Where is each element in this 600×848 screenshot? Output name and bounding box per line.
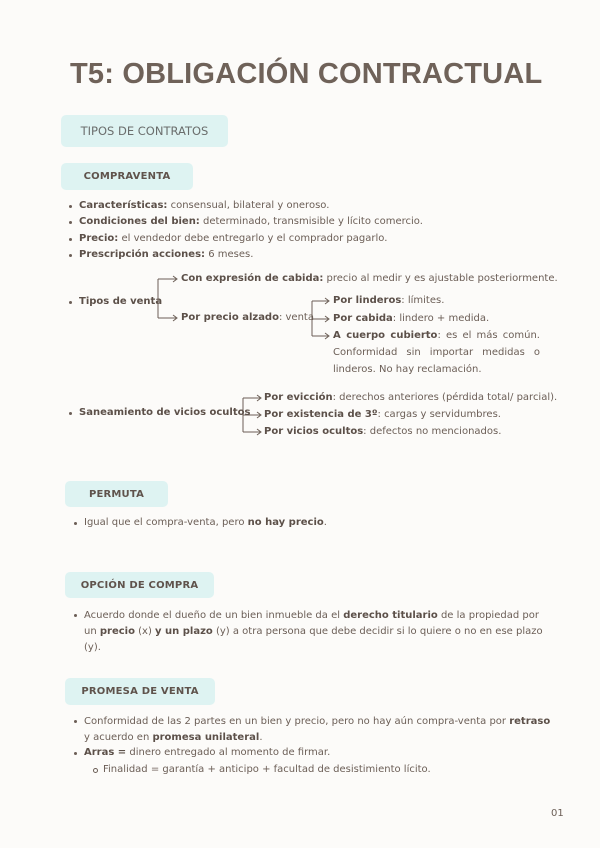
tipo-precio-alzado: Por precio alzado: venta	[181, 312, 314, 323]
bullet-prescripcion: Prescripción acciones: 6 meses.	[79, 249, 254, 260]
subsection-opcion-compra: OPCIÓN DE COMPRA	[65, 572, 214, 598]
promesa-conformidad: Conformidad de las 2 partes en un bien y precio, pero no hay aún compra-venta por retraso y acuerdo en promesa unilateral.	[84, 714, 554, 746]
subtipo-cuerpo-cubierto: A cuerpo cubierto: es el más común. Conformidad sin importar medidas o linderos. No hay reclamación.	[333, 330, 540, 375]
bullet-condiciones: Condiciones del bien: determinado, transmisible y lícito comercio.	[79, 216, 423, 227]
promesa-arras: Arras = dinero entregado al momento de firmar.	[84, 747, 331, 758]
permuta-text: Igual que el compra-venta, pero no hay precio.	[84, 517, 327, 528]
subtipo-por-linderos: Por linderos: límites.	[333, 295, 445, 306]
opcion-compra-text: Acuerdo donde el dueño de un bien inmueble da el derecho titulario de la propiedad por un precio (x) y un plazo (y) a otra persona que debe decidir si lo quiere o no en ese plazo (y).	[84, 608, 554, 656]
bullet-precio: Precio: el vendedor debe entregarlo y el comprador pagarlo.	[79, 233, 388, 244]
section-tipos-contratos: TIPOS DE CONTRATOS	[61, 115, 228, 147]
page-title: T5: OBLIGACIÓN CONTRACTUAL	[70, 58, 543, 90]
bullet-saneamiento: Saneamiento de vicios ocultos	[79, 407, 251, 418]
tipo-con-expresion-cabida: Con expresión de cabida: precio al medir y es ajustable posteriormente.	[181, 273, 558, 284]
subsection-promesa-venta: PROMESA DE VENTA	[65, 678, 215, 705]
bullet-caracteristicas: Características: consensual, bilateral y oneroso.	[79, 200, 330, 211]
subsection-compraventa: COMPRAVENTA	[61, 163, 193, 190]
page-number: 01	[551, 808, 564, 819]
bullet-tipos-venta: Tipos de venta	[79, 296, 163, 307]
saneamiento-existencia-tercero: Por existencia de 3º: cargas y servidumbres.	[264, 409, 501, 420]
subtipo-por-cabida: Por cabida: lindero + medida.	[333, 313, 490, 324]
saneamiento-vicios-ocultos: Por vicios ocultos: defectos no mencionados.	[264, 426, 502, 437]
subsection-permuta: PERMUTA	[65, 481, 168, 507]
saneamiento-eviccion: Por evicción: derechos anteriores (pérdida total/ parcial).	[264, 392, 558, 403]
promesa-finalidad: Finalidad = garantía + anticipo + facultad de desistimiento lícito.	[103, 764, 431, 775]
